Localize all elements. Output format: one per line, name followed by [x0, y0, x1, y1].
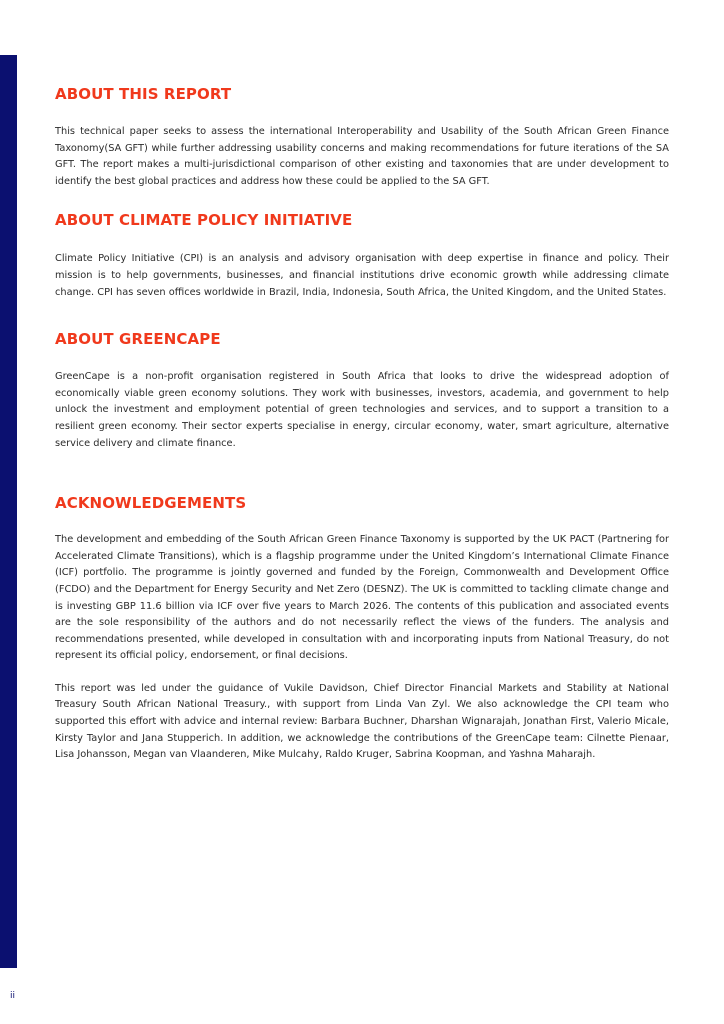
about-cpi-body: Climate Policy Initiative (CPI) is an analysis and advisory organisation with deep expertise in finance and policy. Their mission is to help governments, businesses, and financial institutions drive economic growth while addressing climate change. CPI has seven offices worldwide in Brazil, India, Indonesia, South Africa, the United Kingdom, and the United States.: [55, 253, 669, 298]
acknowledgements-heading: ACKNOWLEDGEMENTS: [55, 494, 247, 513]
page-number: ii: [10, 991, 16, 1001]
about-greencape-heading: ABOUT GREENCAPE: [55, 330, 221, 349]
acknowledgements-paragraph-2: This report was led under the guidance of Vukile Davidson, Chief Director Financial Markets and Stability at National Treasury South African National Treasury., with support from Linda Van Zyl. We also acknowledge the CPI team who supported this effort with advice and internal review: Barbara Buchner, Dharshan Wignarajah, Jonathan First, Valerio Micale, Kirsty Taylor and Jana Stupperich. In addition, we acknowledge the contributions of the GreenCape team: Cilnette Pienaar, Lisa Johansson, Megan van Vlaanderen, Mike Mulcahy, Raldo Kruger, Sabrina Koopman, and Yashna Maharajh.: [55, 682, 669, 761]
about-greencape-section: [55, 329, 669, 452]
about-greencape-body: GreenCape is a non-profit organisation registered in South Africa that looks to drive the widespread adoption of economically viable green economy solutions. They work with businesses, investors, academia, and government to help unlock the investment and employment potential of green technologies and services, and to support a transition to a resilient green economy. Their sector experts specialise in energy, circular economy, water, smart agriculture, alternative service delivery and climate finance.: [55, 371, 669, 449]
page-content: [55, 84, 669, 764]
acknowledgements-paragraph-1: The development and embedding of the South African Green Finance Taxonomy is supported by the UK PACT (Partnering for Accelerated Climate Transitions), which is a flagship programme under the United Kingdom’s International Climate Finance (ICF) portfolio. The programme is jointly governed and funded by the Foreign, Commonwealth and Development Office (FCDO) and the Department for Energy Security and Net Zero (DESNZ). The UK is committed to tackling climate change and is investing GBP 11.6 billion via ICF over five years to March 2026. The contents of this publication and associated events are the sole responsibility of the authors and do not necessarily reflect the views of the funders. The analysis and recommendations presented, while developed in consultation with and incorporating inputs from National Treasury, do not represent its official policy, endorsement, or final decisions.: [55, 534, 669, 662]
acknowledgements-section: [55, 493, 669, 764]
about-cpi-section: [55, 210, 669, 301]
about-this-report-section: [55, 84, 669, 190]
about-cpi-heading: ABOUT CLIMATE POLICY INITIATIVE: [55, 211, 353, 230]
about-this-report-heading: ABOUT THIS REPORT: [55, 85, 232, 103]
about-this-report-body: This technical paper seeks to assess the international Interoperability and Usability of the South African Green Finance Taxonomy(SA GFT) while further addressing usability concerns and making recommendations for future iterations of the SA GFT. The report makes a multi-jurisdictional comparison of other existing and taxonomies that are under development to identify the best global practices and address how these could be applied to the SA GFT.: [55, 126, 669, 187]
left-accent-bar: [0, 55, 17, 968]
